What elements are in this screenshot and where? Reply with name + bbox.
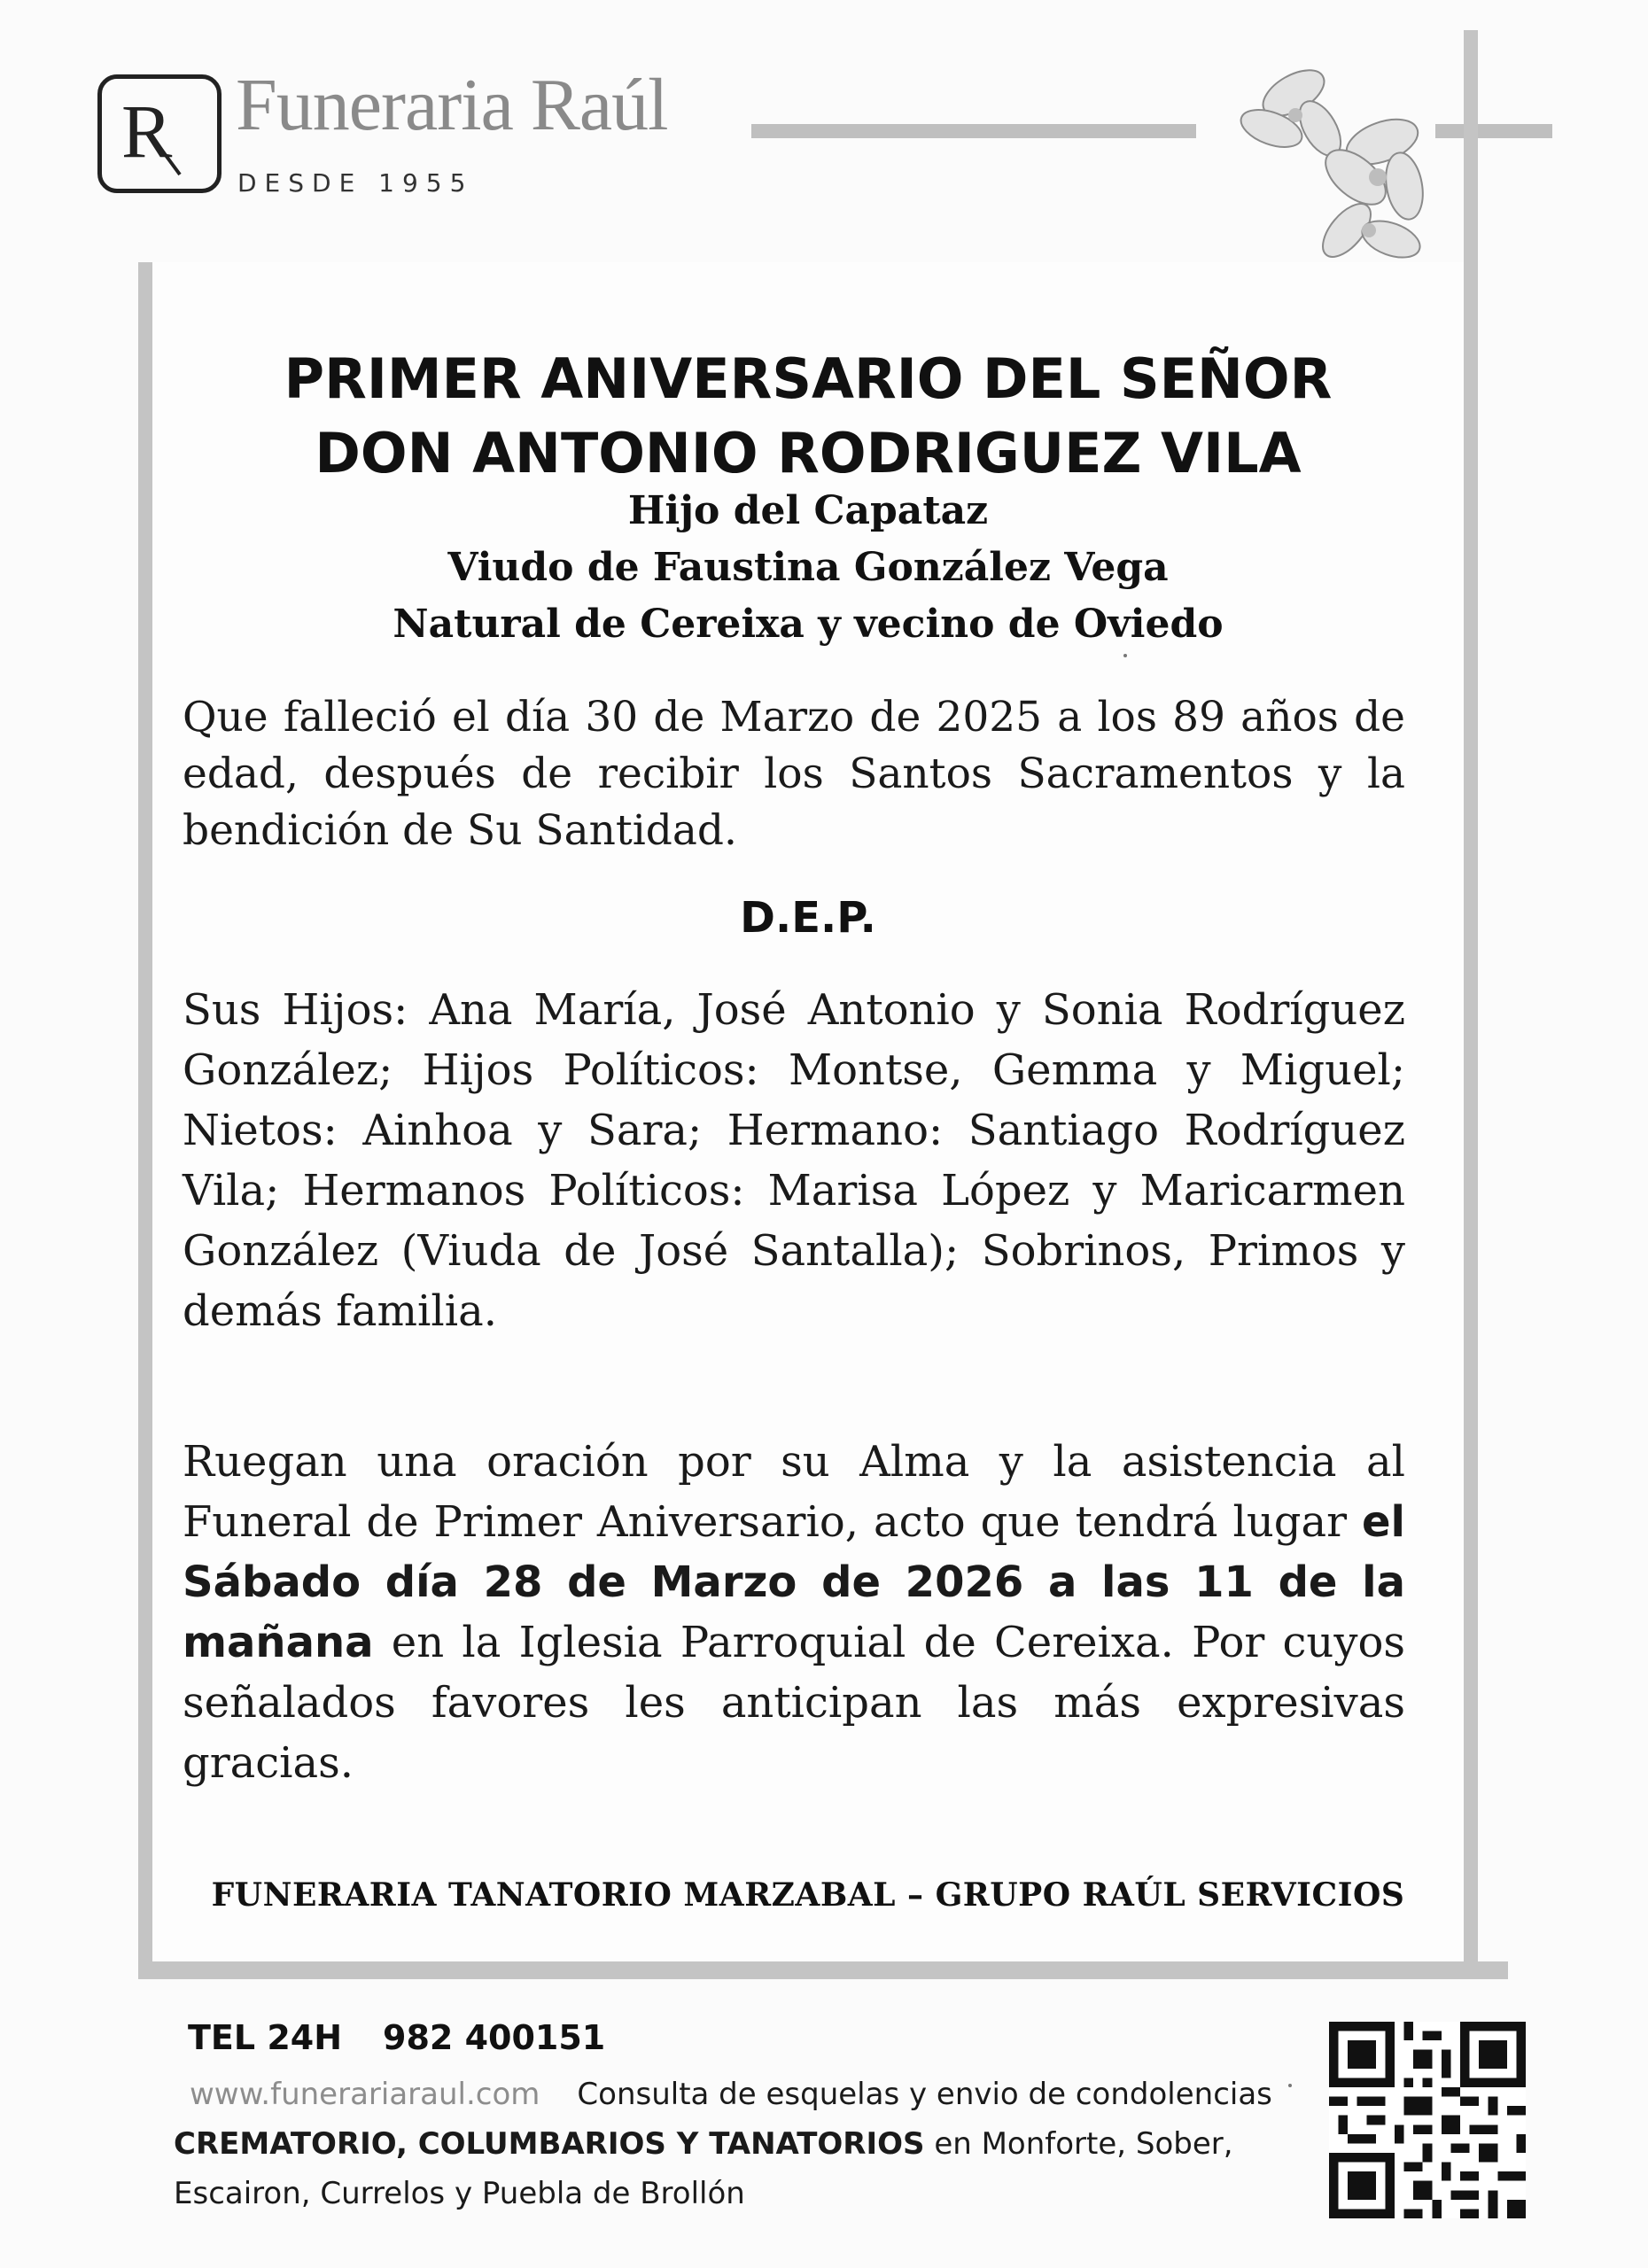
contact-text-post: en Monforte, Sober, Escairon, Currelos y Puebla de Brollón — [174, 2126, 1233, 2211]
flower-decoration-icon — [1223, 44, 1453, 266]
frame-border-bottom — [138, 1961, 1508, 1979]
speck — [1123, 654, 1127, 657]
contact-text — [174, 2070, 1272, 2218]
svg-text:R: R — [121, 89, 173, 174]
phone-number: 982 400151 — [383, 2018, 606, 2057]
notice-title-line-1: PRIMER ANIVERSARIO DEL SEÑOR — [284, 346, 1333, 411]
brand-name: Funeraria Raúl — [236, 64, 668, 146]
services-list: CREMATORIO, COLUMBARIOS Y TANATORIOS — [174, 2126, 925, 2162]
family-paragraph: Sus Hijos: Ana María, José Antonio y Sonia Rodríguez González; Hijos Políticos: Montse, Gemma y Miguel; Nietos: Ainhoa y Sara; Hermano: Santiago Rodríguez Vila; Hermanos Políticos: Marisa López y Maricarmen González (Viuda de José Santalla); Sobrinos, Primos y demás familia. — [183, 985, 1405, 1336]
phone-line — [188, 2018, 605, 2057]
brand-since: DESDE 1955 — [237, 168, 474, 198]
website-link[interactable]: www.funerariaraul.com — [190, 2077, 540, 2112]
notice-subtitle-1: Hijo del Capataz — [627, 488, 989, 533]
dep-heading: D.E.P. — [740, 893, 876, 943]
phone-label: TEL 24H — [188, 2018, 343, 2057]
notice-subtitle-2: Viudo de Faustina González Vega — [447, 545, 1169, 590]
funeral-home-signature: FUNERARIA TANATORIO MARZABAL – GRUPO RAÚL SERVICIOS — [211, 1876, 1405, 1914]
frame-border-left — [138, 262, 152, 1972]
funeral-text-pre: Ruegan una oración por su Alma y la asistencia al Funeral de Primer Aniversario, acto que tendrá lugar — [183, 1437, 1405, 1547]
funeral-date-time: el Sábado día 28 de Marzo de 2026 a las 11 de la mañana — [183, 1497, 1405, 1667]
death-paragraph: Que falleció el día 30 de Marzo de 2025 a los 89 años de edad, después de recibir los Santos Sacramentos y la bendición de Su Santidad. — [183, 693, 1405, 855]
qr-code-icon[interactable] — [1329, 2022, 1526, 2218]
funeral-paragraph — [183, 1432, 1405, 1793]
brand-logo — [97, 74, 222, 193]
logo-r-icon — [102, 79, 217, 189]
contact-text-pre: Consulta de esquelas y envio de condolencias — [577, 2077, 1272, 2112]
header-divider — [751, 124, 1196, 138]
funeral-text-post: en la Iglesia Parroquial de Cereixa. Por cuyos señalados favores les anticipan las más expresivas gracias. — [183, 1618, 1405, 1788]
notice-title-line-2: DON ANTONIO RODRIGUEZ VILA — [315, 421, 1302, 485]
frame-border-right — [1464, 30, 1478, 1970]
speck-2 — [1288, 2084, 1292, 2087]
notice-subtitle-3: Natural de Cereixa y vecino de Oviedo — [393, 602, 1224, 647]
